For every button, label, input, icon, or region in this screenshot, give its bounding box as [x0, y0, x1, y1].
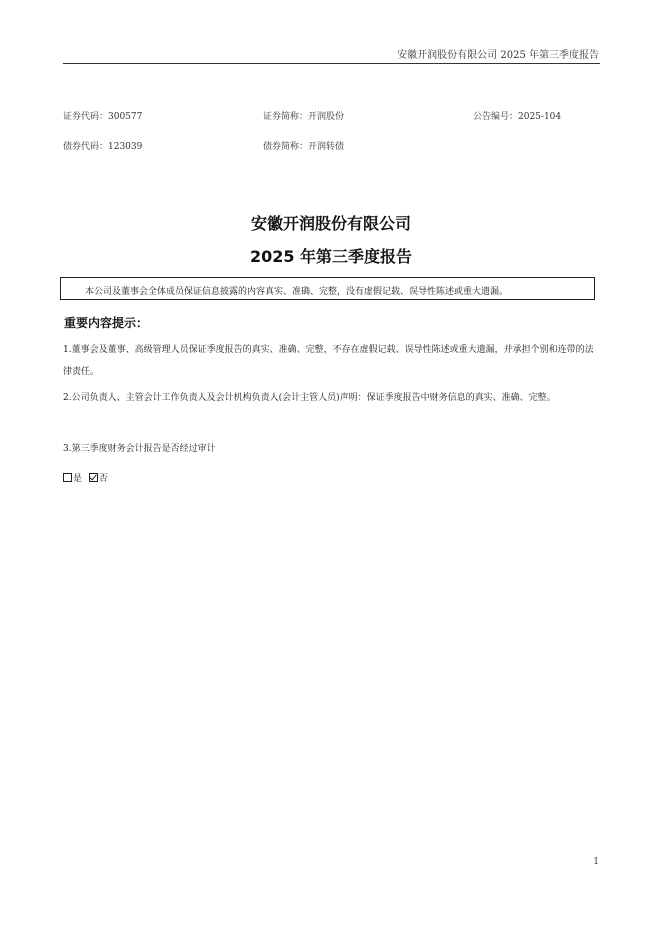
running-header: 安徽开润股份有限公司 2025 年第三季度报告: [397, 50, 599, 61]
important-notes-heading: 重要内容提示：: [64, 316, 149, 330]
notice-box: [60, 277, 595, 300]
report-title: 2025 年第三季度报告: [249, 247, 413, 266]
checkbox-no[interactable]: [89, 473, 98, 482]
notice-item-1: 1.董事会及董事、高级管理人员保证季度报告的真实、准确、完整，不存在虚假记载、误导性陈述或重大遗漏，并承担个别和连带的法律责任。: [63, 345, 594, 377]
notice-text: 本公司及董事会全体成员保证信息披露的内容真实、准确、完整，没有虚假记载、误导性陈述或重大遗漏。: [85, 287, 509, 297]
checkbox-no-label: 否: [98, 474, 108, 484]
notice-item-3: 3.第三季度财务会计报告是否经过审计: [63, 444, 216, 454]
bond-code: 债券代码：123039: [63, 142, 143, 152]
company-title: 安徽开润股份有限公司: [250, 214, 411, 233]
announcement-number: 公告编号：2025-104: [473, 112, 562, 122]
page-number: 1: [593, 857, 599, 867]
notice-item-2: 2.公司负责人、主管会计工作负责人及会计机构负责人(会计主管人员)声明：保证季度报告中财务信息的真实、准确、完整。: [63, 393, 556, 403]
header-rule: [63, 63, 600, 64]
checkbox-yes[interactable]: [63, 473, 72, 482]
stock-code: 证券代码：300577: [63, 112, 143, 122]
audit-choice: [63, 471, 108, 484]
bond-abbreviation: 债券简称：开润转债: [263, 142, 345, 152]
checkbox-yes-label: 是: [73, 474, 83, 484]
stock-abbreviation: 证券简称：开润股份: [263, 112, 345, 122]
